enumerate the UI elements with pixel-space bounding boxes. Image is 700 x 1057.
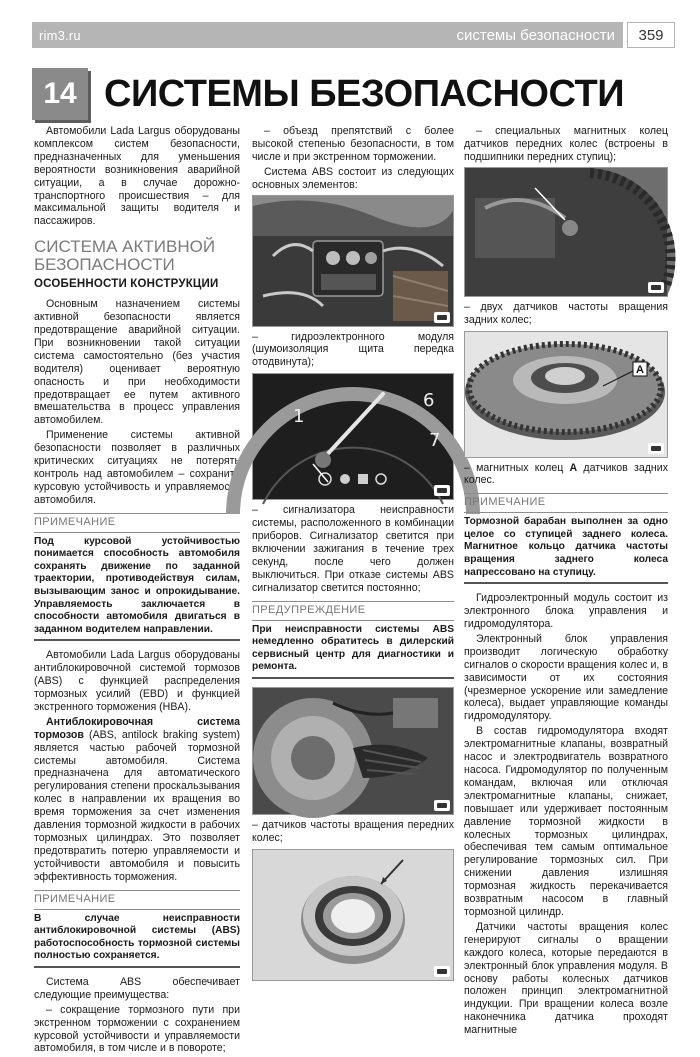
section-title: СИСТЕМА АКТИВНОЙ БЕЗОПАСНОСТИ xyxy=(34,237,216,275)
note-title: ПРИМЕЧАНИЕ xyxy=(34,891,240,910)
brake-drum-image xyxy=(465,332,667,457)
gauge-number: 6 xyxy=(423,390,435,412)
caption: – гидроэлектронного модуля (шумоизоляция щита передка отодвинута); xyxy=(252,330,454,369)
note-box xyxy=(34,513,240,642)
caption xyxy=(464,462,668,488)
note-box xyxy=(34,890,240,968)
camera-icon xyxy=(434,800,450,811)
abs-description: (ABS, antilock braking system) является частью рабочей тормозной системы автомобиля. Система предназначена для автоматического регулирования степени проскальзывания колес в направлении их вращения во время торможения за счет изменения давления тормозной жидкости в рабочих тормозных цилиндрах. Это позволяет предотвратить потерю управляемости и устойчивости автомобиля и повысить эффективность торможения. xyxy=(34,728,240,883)
column-2 xyxy=(252,125,454,985)
paragraph: – сокращение тормозного пути при экстренном торможении с сохранением курсовой устойчивости и управляемости автомобиля, в том числе и в повороте; xyxy=(34,1003,240,1055)
paragraph: Основным назначением системы активной безопасности является предотвращение аварийной ситуации. При возникновении такой ситуации система самостоятельно (без участия водителя) оценивает вероятную опасность и при необходимости предотвращает ее путем активного вмешательства в процесс управления автомобилем. xyxy=(34,298,240,427)
photo-brake-drum xyxy=(464,331,668,458)
photo-bearing xyxy=(252,849,454,981)
caption: – двух датчиков частоты вращения задних колес; xyxy=(464,300,668,326)
chapter-number: 14 xyxy=(32,68,88,120)
header-bar xyxy=(32,22,623,48)
camera-icon xyxy=(434,966,450,977)
note-body: В случае неисправности антиблокировочной системы (ABS) работоспособность тормозной системы полностью сохраняется. xyxy=(34,913,240,968)
photo-rear-sensor xyxy=(464,167,668,297)
caption-label-a: A xyxy=(569,461,578,474)
camera-icon xyxy=(648,282,664,293)
photo-hydraulic-module xyxy=(252,195,454,327)
camera-icon xyxy=(434,485,450,496)
paragraph: Датчики частоты вращения колес генерируют сигналы о вращении каждого колеса, которые передаются в электронный блок управления модуля. В основу работы колесных датчиков положен принцип электромагнитной индукции. При вращении колеса возле наконечника датчика проходят магнитные xyxy=(464,920,668,1037)
intro-paragraph: Автомобили Lada Largus оборудованы комплексом систем безопасности, предназначенных для уменьшения вероятности возникновения аварийной ситуации, а в случае дорожно-транспортного происшествия – для максимальной защиты водителя и пассажиров. xyxy=(34,125,240,228)
warning-body: При неисправности системы ABS немедленно обратитесь в дилерский сервисный центр для диагностики и ремонта. xyxy=(252,624,454,679)
term-abs: Антиблокировочная система тормозов xyxy=(34,715,240,741)
gauge-number: 1 xyxy=(293,406,305,428)
paragraph: Автомобили Lada Largus оборудованы антиблокировочной системой тормозов (ABS) с функцией распределения тормозных усилий (EBD) и функцией экстренного торможения (HBA). xyxy=(34,649,240,713)
chapter-heading xyxy=(32,68,624,120)
subsection-title: ОСОБЕННОСТИ КОНСТРУКЦИИ xyxy=(34,278,219,291)
paragraph: – специальных магнитных колец датчиков передних колес (встроены в подшипники передних ступиц); xyxy=(464,125,668,163)
page-header xyxy=(32,22,675,48)
caption: – датчиков частоты вращения передних колес; xyxy=(252,818,454,844)
note-body: Под курсовой устойчивостью понимается способность автомобиля сохранять движение по заданной траектории, противодействуя силам, вызывающим занос и опрокидывание. Управляемость заключается в способности автомобиля двигаться в заданном водителем направлении. xyxy=(34,536,240,642)
caption-part: датчиков задних колес. xyxy=(464,461,668,487)
note-box xyxy=(464,493,668,584)
note-body: Тормозной барабан выполнен за одно целое со ступицей заднего колеса. Магнитное кольцо датчика частоты вращения заднего колеса напрессовано на ступицу. xyxy=(464,516,668,584)
paragraph: Электронный блок управления производит логическую обработку сигналов о скорости вращения колес и, в зависимости от их состояния (чрезмерное ускорение или замедление колеса), выдает управляющие команды гидромодулятору. xyxy=(464,632,668,723)
photo-front-sensor xyxy=(252,687,454,815)
paragraph: Система ABS обеспечивает следующие преимущества: xyxy=(34,975,240,1001)
column-1 xyxy=(34,125,240,1057)
paragraph: Гидроэлектронный модуль состоит из электронного блока управления и гидромодулятора. xyxy=(464,592,668,631)
hydraulic-module-image xyxy=(253,196,453,326)
paragraph: Система ABS состоит из следующих основных элементов: xyxy=(252,165,454,191)
instrument-cluster-image xyxy=(253,374,453,499)
front-wheel-sensor-image xyxy=(253,688,453,814)
gauge-number: 7 xyxy=(429,430,441,452)
rear-wheel-sensor-image xyxy=(465,168,667,296)
paragraph: Применение системы активной безопасности позволяет в различных критических ситуациях не потерять контроль над автомобилем – сохранить курсовую устойчивость и управляемость автомобиля. xyxy=(34,429,240,506)
note-title: ПРИМЕЧАНИЕ xyxy=(34,514,240,533)
caption: – сигнализатора неисправности системы, расположенного в комбинации приборов. Сигнализатор светится при включении зажигания в течение трех секунд, после чего должен выключиться. При отказе системы ABS сигнализатор светится постоянно; xyxy=(252,504,454,594)
column-3 xyxy=(464,125,668,1039)
wheel-bearing-image xyxy=(253,850,453,980)
camera-icon xyxy=(648,443,664,454)
warning-title: ПРЕДУПРЕЖДЕНИЕ xyxy=(252,602,454,621)
caption-part: – магнитных колец xyxy=(464,461,570,474)
page-number: 359 xyxy=(627,22,675,48)
warning-box xyxy=(252,601,454,679)
paragraph: – объезд препятствий с более высокой степенью безопасности, в том числе и при экстренном торможении. xyxy=(252,125,454,163)
note-title: ПРИМЕЧАНИЕ xyxy=(464,494,668,513)
camera-icon xyxy=(434,312,450,323)
paragraph: В состав гидромодулятора входят электромагнитные клапаны, возвратный насос и электродвигатель возвратного насоса. Гидромодулятор по полученным командам, включая или отключая электромагнитные клапаны, снижает, повышает или удерживает постоянным давление тормозной жидкости в колесных тормозных цилиндрах, обеспечивая тем самым оптимальное регулирование тормозных сил. При снижении давления излишняя тормозная жидкость перекачивается возвратным насосом в главный тормозной цилиндр. xyxy=(464,725,668,918)
chapter-title: СИСТЕМЫ БЕЗОПАСНОСТИ xyxy=(104,72,625,115)
paragraph xyxy=(34,716,240,884)
callout-label-a: A xyxy=(636,363,644,376)
photo-instrument-cluster xyxy=(252,373,454,500)
running-section-title: системы безопасности xyxy=(456,26,615,44)
site-name: rim3.ru xyxy=(39,27,81,43)
